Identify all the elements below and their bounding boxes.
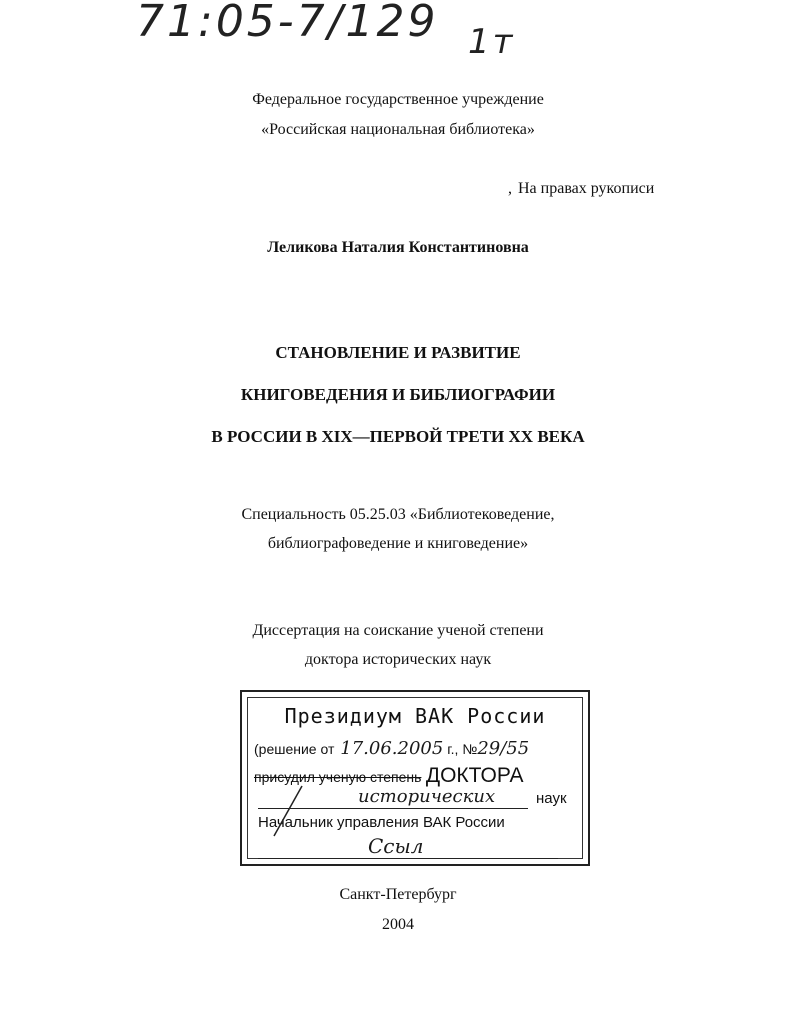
archive-mark: 1т <box>468 22 516 62</box>
dissertation-line-2: доктора исторических наук <box>304 651 492 668</box>
city: Санкт-Петербург <box>339 886 457 903</box>
rights-note-mark: , <box>508 180 512 197</box>
specialty-line-1: Специальность 05.25.03 «Библиотековедение, <box>241 506 555 523</box>
stamp-decision-mid: г., № <box>447 741 478 757</box>
stamp-awarded-prefix: присудил ученую степень <box>254 769 422 785</box>
specialty-line-2: библиографоведение и книговедение» <box>267 535 529 552</box>
stamp-decision-date: 17.06.2005 <box>340 738 444 759</box>
year: 2004 <box>382 916 414 933</box>
stamp-decision-line <box>254 738 529 759</box>
title-line-2: КНИГОВЕДЕНИЯ И БИБЛИОГРАФИИ <box>240 385 556 404</box>
title-line-1: СТАНОВЛЕНИЕ И РАЗВИТИЕ <box>275 343 521 362</box>
title-line-3: В РОССИИ В XIX—ПЕРВОЙ ТРЕТИ XX ВЕКА <box>211 427 585 446</box>
stamp-head-title: Начальник управления ВАК России <box>258 814 505 831</box>
institution-line-1: Федеральное государственное учреждение <box>252 91 544 108</box>
signature-stroke-icon <box>268 784 308 840</box>
vak-stamp <box>240 690 590 866</box>
stamp-decision-prefix: (решение от <box>254 741 335 757</box>
vak-stamp-inner-border <box>247 697 583 859</box>
stamp-title: Президиум ВАК России <box>284 704 546 728</box>
stamp-decision-number: 29/55 <box>477 738 530 759</box>
stamp-field-suffix: наук <box>536 790 567 807</box>
archive-code: 71:05-7/129 <box>136 0 439 47</box>
dissertation-line-1: Диссертация на соискание ученой степени <box>252 622 544 639</box>
institution-line-2: «Российская национальная библиотека» <box>261 121 535 138</box>
stamp-field-handwritten: исторических <box>358 786 496 807</box>
rights-note-text: На правах рукописи <box>518 180 655 197</box>
stamp-signature: Ссыл <box>368 834 424 858</box>
stamp-degree: ДОКТОРА <box>425 764 524 787</box>
rights-note <box>508 180 654 198</box>
stamp-signature-underline <box>258 858 558 859</box>
author-name: Леликова Наталия Константиновна <box>267 239 529 256</box>
